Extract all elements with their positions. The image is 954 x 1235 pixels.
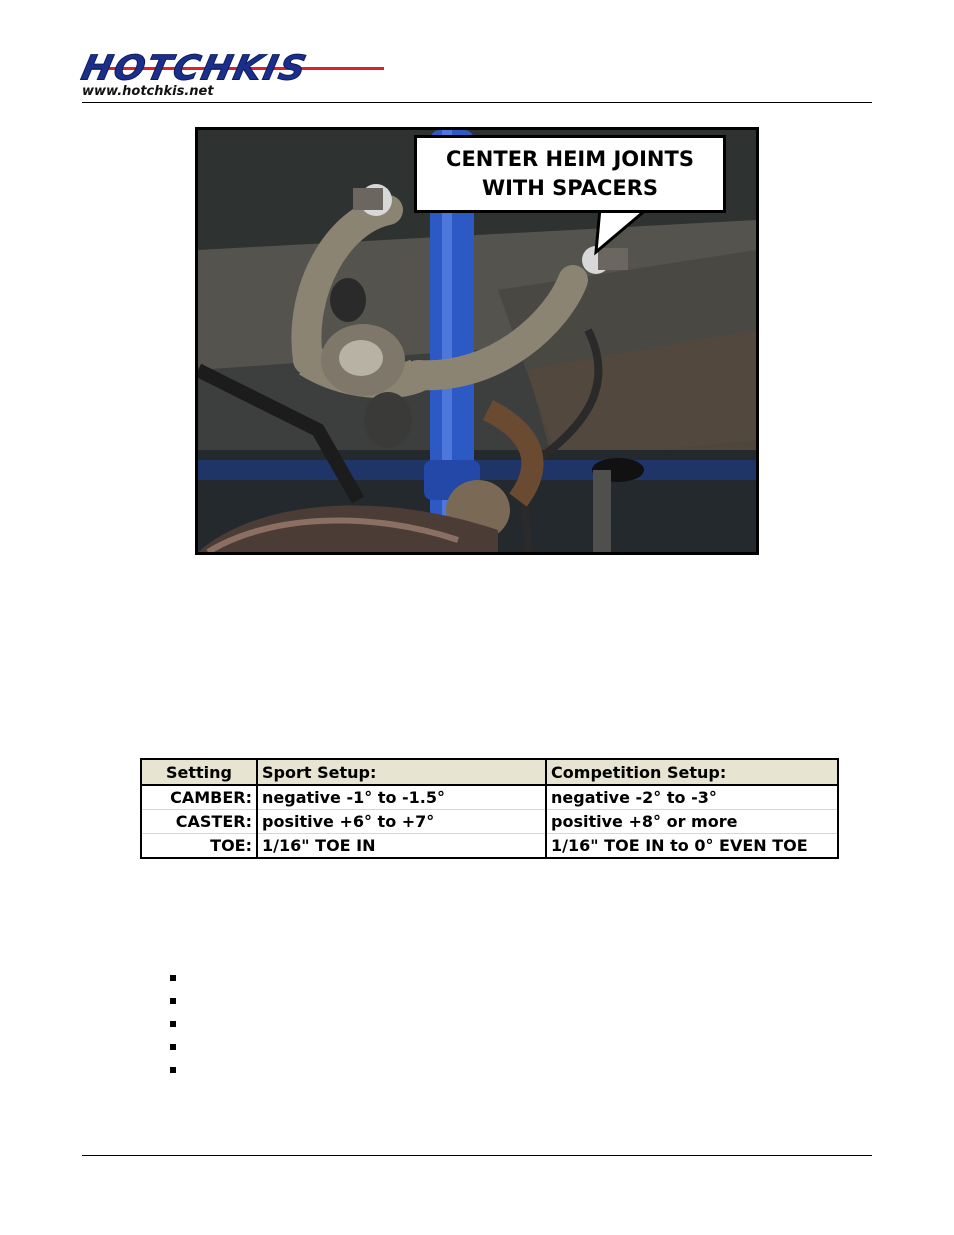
photo-callout-label: CENTER HEIM JOINTS WITH SPACERS: [414, 135, 726, 213]
sport-value: negative -1° to -1.5°: [257, 785, 546, 810]
table-row: [141, 785, 838, 810]
competition-value: negative -2° to -3°: [546, 785, 838, 810]
row-label: CAMBER:: [141, 785, 257, 810]
list-bullet: [170, 1044, 176, 1050]
sport-value: positive +6° to +7°: [257, 810, 546, 834]
row-label: CASTER:: [141, 810, 257, 834]
table-header-row: [141, 759, 838, 785]
list-bullet: [170, 1067, 176, 1073]
list-bullet: [170, 998, 176, 1004]
logo-wordmark: HOTCHKIS: [77, 49, 312, 88]
header-sport: Sport Setup:: [257, 759, 546, 785]
header-competition: Competition Setup:: [546, 759, 838, 785]
competition-value: positive +8° or more: [546, 810, 838, 834]
table-row: [141, 834, 838, 859]
row-label: TOE:: [141, 834, 257, 859]
footer-rule: [82, 1155, 872, 1156]
competition-value: 1/16" TOE IN to 0° EVEN TOE: [546, 834, 838, 859]
table-row: [141, 810, 838, 834]
sport-value: 1/16" TOE IN: [257, 834, 546, 859]
alignment-settings-table: [140, 758, 839, 859]
list-bullet: [170, 1021, 176, 1027]
list-bullet: [170, 975, 176, 981]
logo-url: www.hotchkis.net: [82, 84, 214, 99]
bullet-list: [170, 975, 176, 1090]
header-setting: Setting: [141, 759, 257, 785]
